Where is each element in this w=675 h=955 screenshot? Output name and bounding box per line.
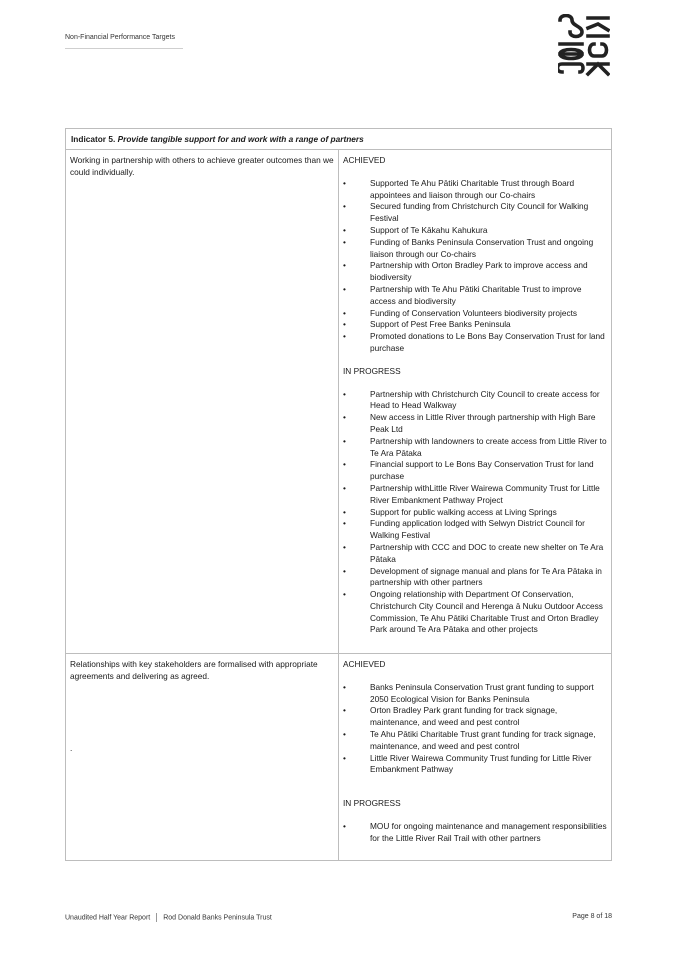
achieved-list	[343, 682, 607, 776]
list-item: • Secured funding from Christchurch City Council for Walking Festival	[343, 201, 607, 225]
list-item: • New access in Little River through partnership with High Bare Peak Ltd	[343, 412, 607, 436]
in-progress-list	[343, 389, 607, 637]
table-row	[66, 150, 612, 654]
header-divider	[65, 48, 183, 49]
list-item: • Support of Te Kākahu Kahukura	[343, 225, 607, 237]
list-item: • Development of signage manual and plans for Te Ara Pātaka in partnership with other partners	[343, 566, 607, 590]
achieved-label: ACHIEVED	[343, 155, 386, 165]
list-item: • Supported Te Ahu Pātiki Charitable Trust through Board appointees and liaison through our Co-chairs	[343, 178, 607, 202]
list-item: • Ongoing relationship with Department Of Conservation, Christchurch City Council and Herenga ā Nuku Outdoor Access Commission, Te Ahu Pātiki Charitable Trust and Orton Bradley Park around Te Ara Pātaka and other projects	[343, 589, 607, 636]
list-item: • Partnership withLittle River Wairewa Community Trust for Little River Embankment Pathway Project	[343, 483, 607, 507]
list-item: • Promoted donations to Le Bons Bay Conservation Trust for land purchase	[343, 331, 607, 355]
list-item: • Support of Pest Free Banks Peninsula	[343, 319, 607, 331]
result-cell	[339, 150, 612, 654]
measure-cell	[66, 654, 339, 861]
footer-left	[65, 913, 272, 922]
list-item: • Partnership with CCC and DOC to create new shelter on Te Ara Pātaka	[343, 542, 607, 566]
list-item: • Support for public walking access at Living Springs	[343, 507, 607, 519]
list-item: • Banks Peninsula Conservation Trust grant funding to support 2050 Ecological Vision for Banks Peninsula	[343, 682, 607, 706]
page-number: Page 8 of 18	[572, 913, 612, 920]
page-header-title: Non-Financial Performance Targets	[65, 34, 175, 41]
indicator-header	[66, 129, 612, 150]
list-item: • Financial support to Le Bons Bay Conservation Trust for land purchase	[343, 459, 607, 483]
list-item: • Partnership with Orton Bradley Park to improve access and biodiversity	[343, 260, 607, 284]
achieved-list	[343, 178, 607, 355]
indicator-title: Provide tangible support for and work with a range of partners	[117, 134, 364, 144]
list-item: • Orton Bradley Park grant funding for track signage, maintenance, and weed and pest control	[343, 705, 607, 729]
indicator-table	[65, 128, 612, 861]
measure-note: .	[70, 742, 73, 753]
indicator-label: Indicator 5.	[71, 134, 116, 144]
result-cell	[339, 654, 612, 861]
kick-aside-logo	[558, 14, 610, 82]
in-progress-label: IN PROGRESS	[343, 798, 401, 809]
list-item: • Partnership with landowners to create access from Little River to Te Ara Pātaka	[343, 436, 607, 460]
in-progress-list	[343, 821, 607, 845]
list-item: • Funding of Banks Peninsula Conservation Trust and ongoing liaison through our Co-chairs	[343, 237, 607, 261]
measure-cell	[66, 150, 339, 654]
list-item: • Partnership with Te Ahu Pātiki Charitable Trust to improve access and biodiversity	[343, 284, 607, 308]
table-row	[66, 654, 612, 861]
footer-separator	[156, 913, 157, 922]
measure-text: Relationships with key stakeholders are formalised with appropriate agreements and delivering as agreed.	[70, 659, 318, 681]
list-item: • Funding of Conservation Volunteers biodiversity projects	[343, 308, 607, 320]
footer-report-name: Unaudited Half Year Report	[65, 914, 151, 922]
list-item: • MOU for ongoing maintenance and management responsibilities for the Little River Rail Trail with other partners	[343, 821, 607, 845]
footer-trust-name: Rod Donald Banks Peninsula Trust	[163, 914, 272, 922]
list-item: • Little River Wairewa Community Trust funding for Little River Embankment Pathway	[343, 753, 607, 777]
list-item: • Partnership with Christchurch City Council to create access for Head to Head Walkway	[343, 389, 607, 413]
achieved-label: ACHIEVED	[343, 659, 386, 669]
in-progress-label: IN PROGRESS	[343, 365, 401, 376]
measure-text: Working in partnership with others to achieve greater outcomes than we could individually.	[70, 155, 334, 177]
list-item: • Funding application lodged with Selwyn District Council for Walking Festival	[343, 518, 607, 542]
list-item: • Te Ahu Pātiki Charitable Trust grant funding for track signage, maintenance, and weed and pest control	[343, 729, 607, 753]
